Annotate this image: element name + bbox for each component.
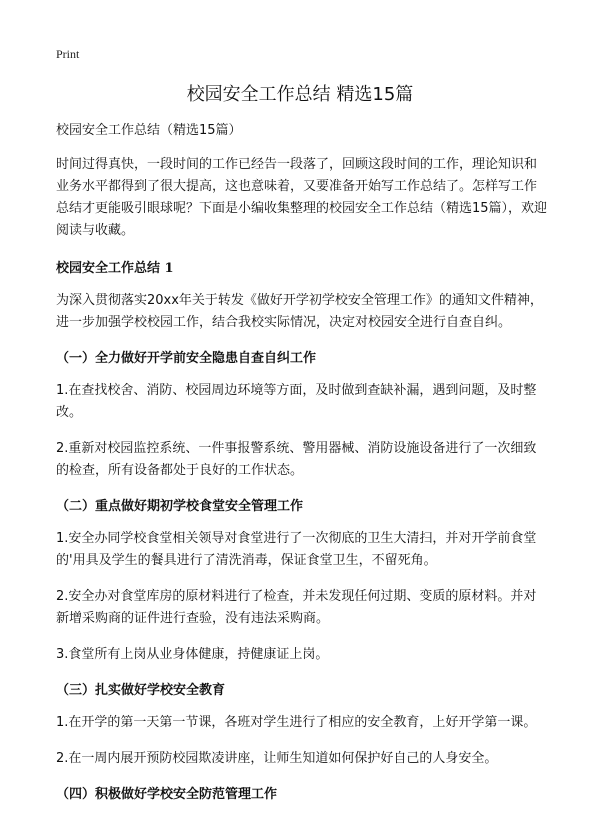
- document-title: 校园安全工作总结 精选15篇: [186, 84, 414, 105]
- subsection-heading: （四）积极做好学校安全防范管理工作: [56, 787, 278, 802]
- section-intro-paragraph: 为深入贯彻落实20xx年关于转发《做好开学初学校安全管理工作》的通知文件精神，进一步加强学校校园工作，结合我校实际情况，决定对校园安全进行自查自纠。: [56, 293, 543, 330]
- section-heading: 校园安全工作总结 1: [56, 261, 174, 276]
- list-item: 2.安全办对食堂库房的原材料进行了检查，并未发现任何过期、变质的原材料。并对新增采购商的证件进行查验，没有违法采购商。: [56, 589, 537, 626]
- list-item: 2.在一周内展开预防校园欺凌讲座，让师生知道如何保护好自己的人身安全。: [56, 751, 498, 766]
- document-body: [56, 120, 548, 816]
- intro-paragraph: 时间过得真快，一段时间的工作已经告一段落了，回顾这段时间的工作，理论知识和业务水平都得到了很大提高，这也意味着，又要准备开始写工作总结了。怎样写工作总结才更能吸引眼球呢？下面是小编收集整理的校园安全工作总结（精选15篇），欢迎阅读与收藏。: [56, 157, 548, 238]
- subsection-heading: （三）扎实做好学校安全教育: [56, 683, 226, 698]
- list-item: 2.重新对校园监控系统、一件事报警系统、警用器械、消防设施设备进行了一次细致的检查，所有设备都处于良好的工作状态。: [56, 441, 537, 478]
- list-item: 1.在查找校舍、消防、校园周边环境等方面，及时做到查缺补漏，遇到问题，及时整改。: [56, 383, 537, 420]
- subsection-heading: （二）重点做好期初学校食堂安全管理工作: [56, 499, 304, 514]
- list-item: 1.在开学的第一天第一节课，各班对学生进行了相应的安全教育，上好开学第一课。: [56, 715, 537, 730]
- list-item: 3.食堂所有上岗从业身体健康，持健康证上岗。: [56, 647, 329, 662]
- subsection-heading: （一）全力做好开学前安全隐患自查自纠工作: [56, 351, 317, 366]
- print-label: Print: [56, 47, 80, 61]
- document-subtitle: 校园安全工作总结（精选15篇）: [56, 123, 242, 138]
- list-item: 1.安全办同学校食堂相关领导对食堂进行了一次彻底的卫生大清扫，并对开学前食堂的'用具及学生的餐具进行了清洗消毒，保证食堂卫生，不留死角。: [56, 531, 537, 568]
